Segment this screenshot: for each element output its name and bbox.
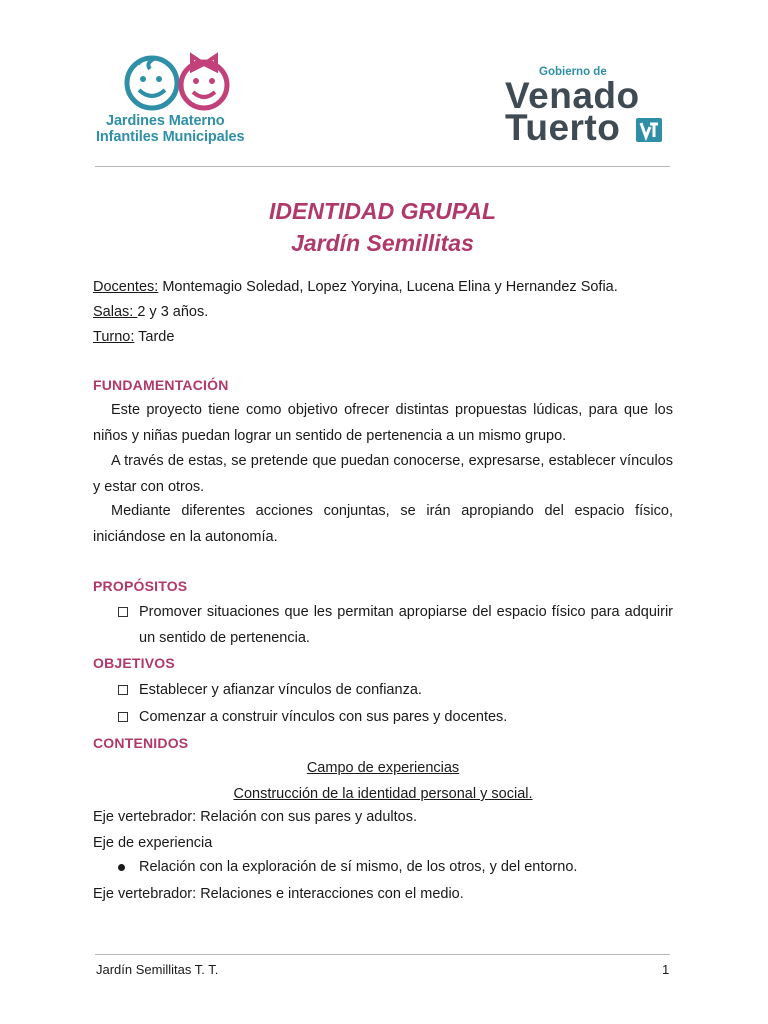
bullet-item-text: Relación con la exploración de sí mismo, de los otros, y del entorno. <box>139 859 578 875</box>
objetivos-heading: OBJETIVOS <box>93 655 175 671</box>
eje-experiencia: Eje de experiencia <box>93 835 213 851</box>
campo-experiencias: Campo de experiencias <box>306 760 460 776</box>
proposito-item-text: Promover situaciones que les permitan apropiarse del espacio físico para adquirir un sentido de pertenencia. <box>139 604 673 646</box>
venado-tuerto-logo <box>505 66 675 146</box>
bullet-icon <box>118 864 125 871</box>
turno-value: Tarde <box>134 329 175 345</box>
salas-label: Salas: <box>93 304 138 320</box>
salas-value: 2 y 3 años. <box>137 304 209 320</box>
checkbox-icon <box>118 685 128 695</box>
logo-text-line1: Jardines Materno <box>106 113 225 129</box>
logo-text-line2: Infantiles Municipales <box>96 129 245 145</box>
fundamentacion-paragraph: Este proyecto tiene como objetivo ofrecer distintas propuestas lúdicas, para que los niños y niñas puedan lograr un sentido de pertenencia a un mismo grupo. <box>93 402 673 444</box>
eje-vertebrador-2: Eje vertebrador: Relaciones e interacciones con el medio. <box>93 886 464 902</box>
checkbox-icon <box>118 607 128 617</box>
footer-text: Jardín Semillitas T. T. <box>96 962 219 977</box>
eje-vertebrador-1: Eje vertebrador: Relación con sus pares y adultos. <box>93 809 418 825</box>
objetivo-item-text: Establecer y afianzar vínculos de confianza. <box>139 682 422 698</box>
checkbox-icon <box>118 712 128 722</box>
bullet-item <box>117 855 673 881</box>
objetivo-item <box>117 705 673 731</box>
fundamentacion-paragraph: A través de estas, se pretende que puedan conocerse, expresarse, establecer vínculos y estar con otros. <box>93 453 673 495</box>
propositos-heading: PROPÓSITOS <box>93 578 188 594</box>
header-divider <box>95 166 670 167</box>
docentes-line <box>93 278 673 297</box>
children-faces-icon <box>124 50 234 112</box>
document-title: IDENTIDAD GRUPAL <box>268 198 496 224</box>
vt-emblem-icon <box>636 118 662 142</box>
fundamentacion-heading: FUNDAMENTACIÓN <box>93 377 229 393</box>
proposito-item <box>117 600 673 651</box>
footer-divider <box>95 954 670 955</box>
document-subtitle: Jardín Semillitas <box>291 230 474 256</box>
construccion-identidad: Construcción de la identidad personal y social. <box>233 786 533 802</box>
objetivo-item-text: Comenzar a construir vínculos con sus pares y docentes. <box>139 709 508 725</box>
fundamentacion-paragraph: Mediante diferentes acciones conjuntas, se irán apropiando del espacio físico, iniciándose en la autonomía. <box>93 503 673 545</box>
logo-venado-text: Venado <box>505 75 640 116</box>
docentes-value: Montemagio Soledad, Lopez Yoryina, Lucena Elina y Hernandez Sofia. <box>158 279 618 295</box>
turno-line <box>93 328 673 347</box>
docentes-label: Docentes: <box>93 279 159 295</box>
contenidos-heading: CONTENIDOS <box>93 735 189 751</box>
page-number: 1 <box>662 962 670 977</box>
objetivo-item <box>117 678 673 704</box>
turno-label: Turno: <box>93 329 135 345</box>
logo-tuerto-text: Tuerto <box>505 107 621 148</box>
salas-line <box>93 303 673 322</box>
jardines-logo <box>96 50 266 150</box>
logo-gobierno-text: Gobierno de <box>539 66 607 78</box>
